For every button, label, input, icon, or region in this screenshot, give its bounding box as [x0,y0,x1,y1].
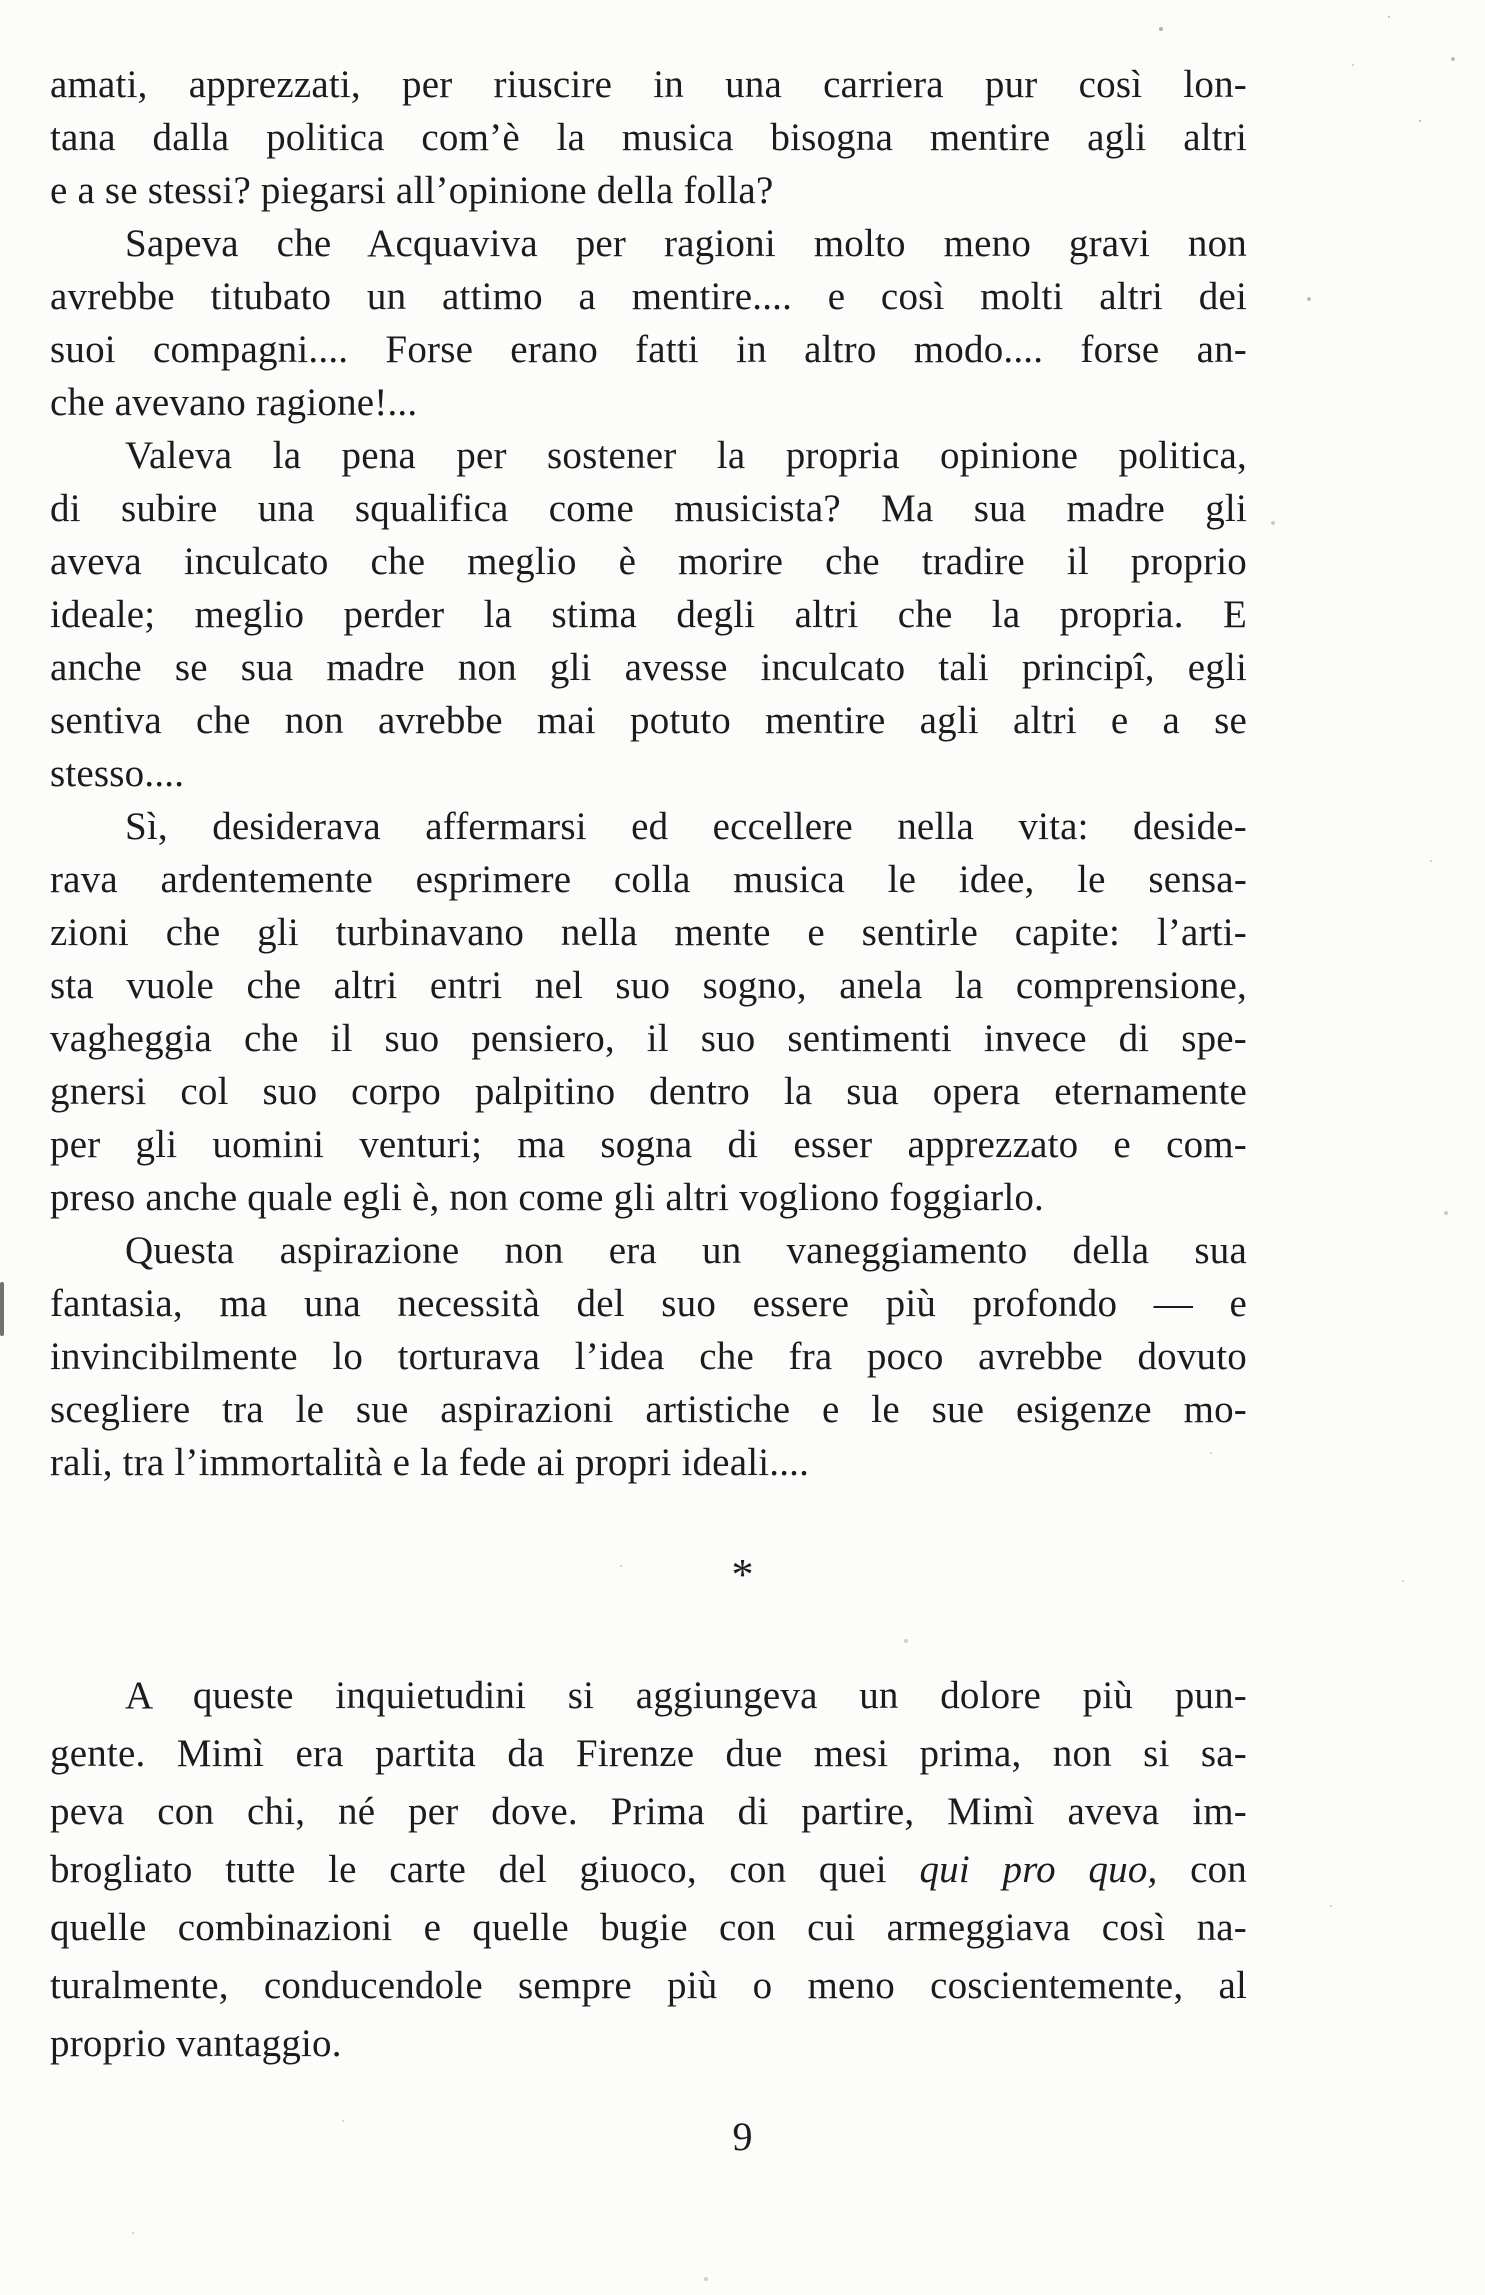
text-segment: quelle combinazioni e quelle bugie con cui armeggiava così na- [50,1906,1247,1949]
text-segment: gnersi col suo corpo palpitino dentro la sua opera eternamente [50,1070,1247,1113]
text-segment: rali, tra l’immortalità e la fede ai propri ideali.... [50,1441,810,1484]
text-segment: peva con chi, né per dove. Prima di partire, Mimì aveva im- [50,1790,1247,1833]
page-number: 9 [732,2114,753,2159]
text-segment: fantasia, ma una necessità del suo essere più profondo — e [50,1282,1247,1325]
text-line [50,1277,1247,1330]
text-line [50,1725,1247,1783]
text-segment: e a se stessi? piegarsi all’opinione della folla? [50,169,774,212]
text-segment: Valeva la pena per sostener la propria opinione politica, [125,434,1247,477]
paragraph [50,217,1247,429]
text-line [50,429,1247,482]
text-segment: vagheggia che il suo pensiero, il suo sentimenti invece di spe- [50,1017,1247,1060]
text-line [50,1899,1247,1957]
text-line [50,323,1247,376]
text-line [50,1118,1247,1171]
text-line [50,1065,1247,1118]
text-segment: Questa aspirazione non era un vaneggiamento della sua [125,1229,1247,1272]
text-line [50,482,1247,535]
text-line [50,1436,1247,1489]
paragraph [50,429,1247,800]
italic-phrase: qui pro quo, [919,1848,1158,1891]
text-line [50,747,1247,800]
text-line [50,1224,1247,1277]
text-column-section-2 [50,1667,1247,2073]
text-segment: di subire una squalifica come musicista? Ma sua madre gli [50,487,1247,530]
text-line [50,853,1247,906]
text-line [50,376,1247,429]
text-segment: rava ardentemente esprimere colla musica le idee, le sensa- [50,858,1247,901]
text-segment: proprio vantaggio. [50,2022,342,2065]
text-line [50,800,1247,853]
text-line [50,270,1247,323]
text-line [50,1957,1247,2015]
text-segment: invincibilmente lo torturava l’idea che fra poco avrebbe dovuto [50,1335,1247,1378]
paragraph [50,1667,1247,2073]
text-line [50,111,1247,164]
text-segment: preso anche quale egli è, non come gli altri vogliono foggiarlo. [50,1176,1045,1219]
text-segment: che avevano ragione!... [50,381,418,424]
text-segment: per gli uomini venturi; ma sogna di esser apprezzato e com- [50,1123,1247,1166]
text-column-section-1 [50,0,1247,1489]
text-segment: zioni che gli turbinavano nella mente e sentirle capite: l’arti- [50,911,1247,954]
paragraph [50,800,1247,1224]
scan-edge-mark [0,1282,4,1336]
text-line [50,217,1247,270]
text-segment: turalmente, conducendole sempre più o meno coscientemente, al [50,1964,1247,2007]
text-line [50,2015,1247,2073]
text-line [50,588,1247,641]
text-line [50,1330,1247,1383]
text-line [50,1171,1247,1224]
text-segment: gente. Mimì era partita da Firenze due mesi prima, non si sa- [50,1732,1247,1775]
paragraph [50,1224,1247,1489]
text-segment: ideale; meglio perder la stima degli altri che la propria. E [50,593,1247,636]
text-segment: A queste inquietudini si aggiungeva un dolore più pun- [125,1674,1247,1717]
text-line [50,1667,1247,1725]
text-segment: stesso.... [50,752,185,795]
paragraph [50,58,1247,217]
text-line [50,164,1247,217]
text-segment: tana dalla politica com’è la musica bisogna mentire agli altri [50,116,1247,159]
text-line [50,1783,1247,1841]
text-line [50,535,1247,588]
text-line [50,694,1247,747]
text-segment: avrebbe titubato un attimo a mentire.... e così molti altri dei [50,275,1247,318]
text-line [50,641,1247,694]
text-segment: Sì, desiderava affermarsi ed eccellere nella vita: deside- [125,805,1247,848]
text-line [50,1841,1247,1899]
text-segment: suoi compagni.... Forse erano fatti in altro modo.... forse an- [50,328,1247,371]
text-line [50,1012,1247,1065]
text-segment: sta vuole che altri entri nel suo sogno, anela la comprensione, [50,964,1247,1007]
text-line [50,58,1247,111]
scan-noise [0,0,2,2]
text-line [50,1383,1247,1436]
text-segment: sentiva che non avrebbe mai potuto mentire agli altri e a se [50,699,1247,742]
text-segment: aveva inculcato che meglio è morire che tradire il proprio [50,540,1247,583]
text-line [50,959,1247,1012]
section-separator-asterisk: * [731,1550,754,1599]
text-segment: amati, apprezzati, per riuscire in una carriera pur così lon- [50,63,1247,106]
text-segment: Sapeva che Acquaviva per ragioni molto meno gravi non [125,222,1247,265]
text-segment: brogliato tutte le carte del giuoco, con quei [50,1848,920,1891]
text-segment: anche se sua madre non gli avesse inculcato tali principî, egli [50,646,1247,689]
text-segment: con [1157,1848,1247,1891]
text-segment: scegliere tra le sue aspirazioni artistiche e le sue esigenze mo- [50,1388,1247,1431]
text-line [50,906,1247,959]
